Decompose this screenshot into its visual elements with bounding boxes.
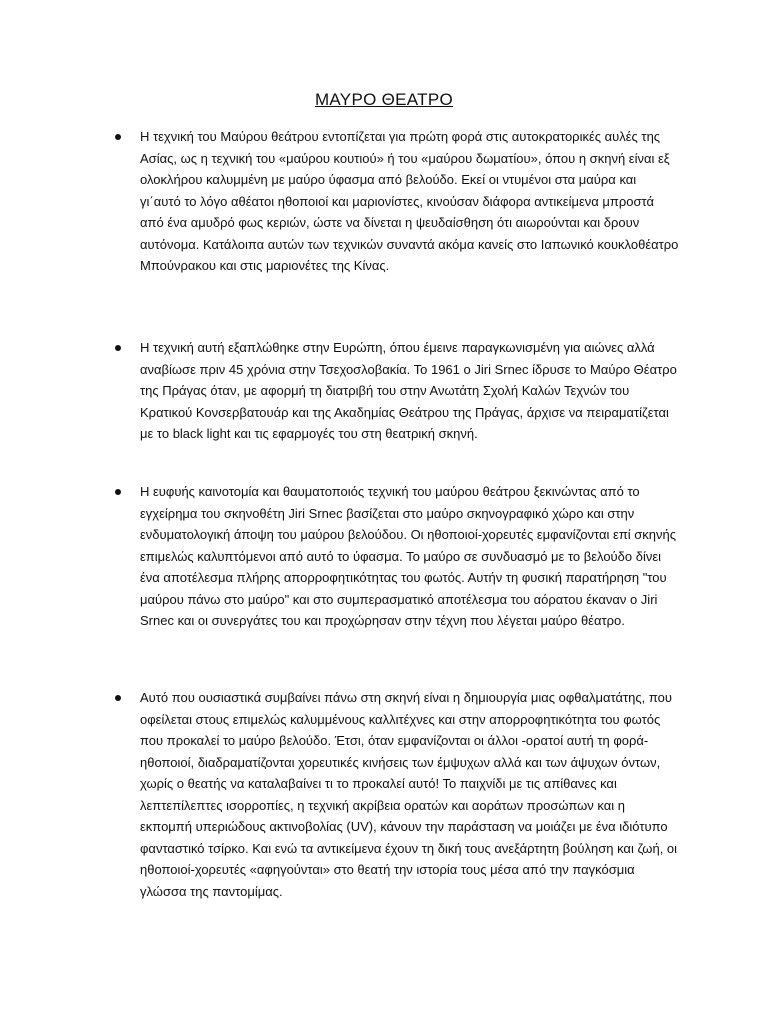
paragraph-text: Η ευφυής καινοτομία και θαυματοποιός τεχνική του μαύρου θεάτρου ξεκινώντας από το εγχείρημα του σκηνοθέτη Jiri Srnec βασίζεται στο μαύρο σκηνογραφικό χώρο και στην ενδυματολογική άποψη του μαύρου βελούδου. Οι ηθοποιοί-χορευτές εμφανίζονται επί σκηνής επιμελώς καλυπτόμενοι από αυτό το ύφασμα. Το μαύρο σε συνδυασμό με το βελούδο δίνει ένα αποτέλεσμα πλήρης απορροφητικότητας του φωτός. Αυτήν τη φυσική παρατήρηση "του μαύρου πάνω στο μαύρο" και στο συμπερασματικό αποτέλεσμα του αόρατου έκαναν ο Jiri Srnec και οι συνεργάτες του και προχώρησαν στην τέχνη που λέγεται μαύρο θέατρο. [140,484,677,628]
list-item [140,337,680,445]
paragraph-text: Η τεχνική του Μαύρου θεάτρου εντοπίζεται για πρώτη φορά στις αυτοκρατορικές αυλές της Ασίας, ως η τεχνική του «μαύρου κουτιού» ή του «μαύρου δωματίου», όπου η σκηνή είναι εξ ολοκλήρου καλυμμένη με μαύρο ύφασμα από βελούδο. Εκεί οι ντυμένοι στα μαύρα και γι΄αυτό το λόγο αθέατοι ηθοποιοί και μαριονίστες, κινούσαν διάφορα αντικείμενα μπροστά από ένα αμυδρό φως κεριών, ώστε να δίνεται η ψευδαίσθηση ότι αιωρούνται και δρουν αυτόνομα. Κατάλοιπα αυτών των τεχνικών συναντά ακόμα κανείς στο Ιαπωνικό κουκλοθέατρο Μπούνρακου και στις μαριονέτες της Κίνας. [140,129,679,273]
bullet-icon [115,345,121,351]
document-title: ΜΑΥΡΟ ΘΕΑΤΡΟ [314,90,454,109]
list-item [140,126,680,277]
bullet-icon [115,695,121,701]
paragraph-text: Αυτό που ουσιαστικά συμβαίνει πάνω στη σκηνή είναι η δημιουργία μιας οφθαλματάτης, που οφείλεται στους επιμελώς καλυμμένους καλλιτέχνες και στην απορροφητικότητα του φωτός που προκαλεί το μαύρο βελούδο. Έτσι, όταν εμφανίζονται οι άλλοι -ορατοί αυτή τη φορά- ηθοποιοί, διαδραματίζονται χορευτικές κινήσεις των έμψυχων αλλά και των άψυχων όντων, χωρίς ο θεατής να καταλαβαίνει τι το προκαλεί αυτό! Το παιχνίδι με τις απίθανες και λεπτεπίλεπτες ισορροπίες, η τεχνική ακρίβεια ορατών και αοράτων προσώπων και η εκπομπή υπεριώδους ακτινοβολίας (UV), κάνουν την παράσταση να μοιάζει με ένα ιδιότυπο φανταστικό τσίρκο. Και ενώ τα αντικείμενα έχουν τη δική τους ανεξάρτητη βούληση και ζωή, οι ηθοποιοί-χορευτές «αφηγούνται» στο θεατή την ιστορία τους μέσα από την παγκόσμια γλώσσα της παντομίμας. [140,690,678,899]
list-item [140,687,680,902]
bullet-icon [115,489,121,495]
list-item [140,481,680,632]
paragraph-text: Η τεχνική αυτή εξαπλώθηκε στην Ευρώπη, όπου έμεινε παραγκωνισμένη για αιώνες αλλά αναβίωσε πριν 45 χρόνια στην Τσεχοσλοβακία. Το 1961 ο Jiri Srnec ίδρυσε το Μαύρο Θέατρο της Πράγας όταν, με αφορμή τη διατριβή του στην Ανωτάτη Σχολή Καλών Τεχνών του Κρατικού Κονσερβατουάρ και της Ακαδημίας Θεάτρου της Πράγας, άρχισε να πειραματίζεται με το black light και τις εφαρμογές του στη θεατρική σκηνή. [140,340,677,441]
bullet-icon [115,134,121,140]
